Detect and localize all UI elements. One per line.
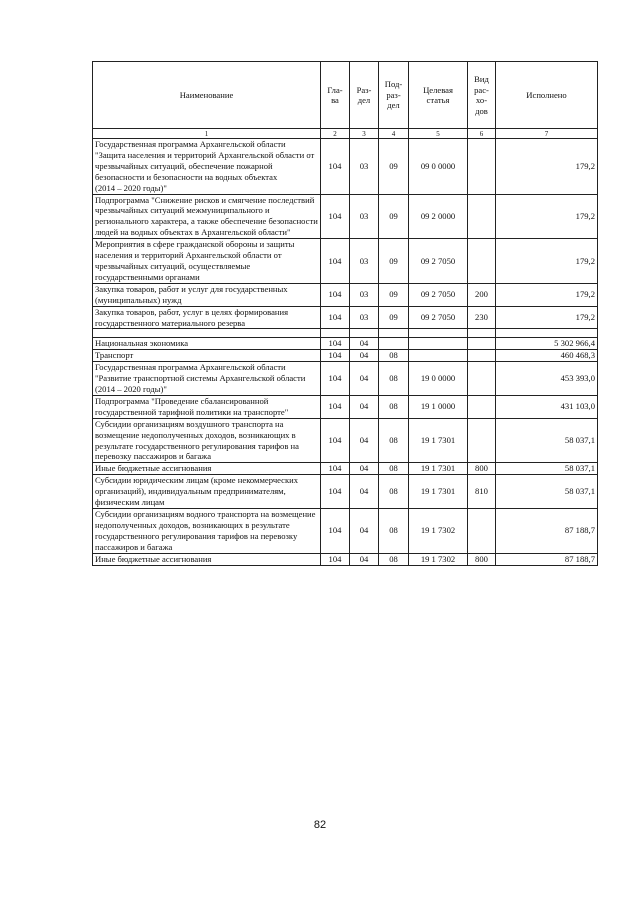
row-razdel: 03 [350, 194, 379, 239]
row-vid: 800 [468, 463, 496, 475]
row-target: 19 1 7302 [409, 553, 468, 565]
row-razdel: 04 [350, 338, 379, 350]
row-target [409, 338, 468, 350]
table-row [93, 362, 598, 396]
row-vid [468, 329, 496, 338]
row-glava: 104 [321, 338, 350, 350]
row-razdel: 04 [350, 362, 379, 396]
header-row [93, 62, 598, 129]
row-vid [468, 139, 496, 195]
row-done: 179,2 [496, 194, 598, 239]
row-done: 58 037,1 [496, 475, 598, 509]
column-number: 3 [350, 129, 379, 139]
table-row [93, 463, 598, 475]
row-podrazdel: 09 [379, 306, 409, 329]
table-row [93, 418, 598, 463]
row-glava: 104 [321, 463, 350, 475]
row-glava: 104 [321, 139, 350, 195]
row-vid [468, 350, 496, 362]
table-row [93, 475, 598, 509]
row-glava: 104 [321, 475, 350, 509]
table-row [93, 283, 598, 306]
table-row [93, 239, 598, 284]
row-done: 87 188,7 [496, 509, 598, 554]
row-done: 460 468,3 [496, 350, 598, 362]
table-row [93, 350, 598, 362]
row-glava: 104 [321, 350, 350, 362]
row-name: Закупка товаров, работ и услуг для государственных (муниципальных) нужд [93, 283, 321, 306]
row-target: 09 0 0000 [409, 139, 468, 195]
row-done: 179,2 [496, 139, 598, 195]
row-razdel: 03 [350, 283, 379, 306]
row-target: 19 1 7302 [409, 509, 468, 554]
row-vid: 200 [468, 283, 496, 306]
row-podrazdel: 09 [379, 239, 409, 284]
row-vid [468, 194, 496, 239]
row-glava: 104 [321, 283, 350, 306]
row-name: Транспорт [93, 350, 321, 362]
row-vid: 810 [468, 475, 496, 509]
column-number: 6 [468, 129, 496, 139]
row-vid [468, 509, 496, 554]
row-glava: 104 [321, 509, 350, 554]
row-done: 5 302 966,4 [496, 338, 598, 350]
row-vid [468, 362, 496, 396]
row-target [409, 350, 468, 362]
table-row [93, 139, 598, 195]
row-glava: 104 [321, 239, 350, 284]
row-podrazdel: 08 [379, 475, 409, 509]
row-vid [468, 239, 496, 284]
row-target [409, 329, 468, 338]
row-target: 09 2 7050 [409, 239, 468, 284]
row-done: 58 037,1 [496, 463, 598, 475]
row-name: Субсидии организациям водного транспорта на возмещение недополученных доходов, возникающих в результате государственного регулирования тарифов на перевозку пассажиров и багажа [93, 509, 321, 554]
row-vid: 230 [468, 306, 496, 329]
column-number-row [93, 129, 598, 139]
budget-table [92, 61, 598, 566]
row-razdel: 04 [350, 475, 379, 509]
row-podrazdel: 08 [379, 418, 409, 463]
table-row [93, 509, 598, 554]
row-done: 453 393,0 [496, 362, 598, 396]
row-name: Национальная экономика [93, 338, 321, 350]
column-number: 1 [93, 129, 321, 139]
row-podrazdel: 08 [379, 350, 409, 362]
row-glava: 104 [321, 362, 350, 396]
row-target: 19 1 7301 [409, 463, 468, 475]
row-vid [468, 338, 496, 350]
row-name: Государственная программа Архангельской области "Защита населения и территорий Архангельской области от чрезвычайных ситуаций, обеспечение пожарной безопасности и безопасности на водных объектах (2014 – 2020 годы)" [93, 139, 321, 195]
row-glava: 104 [321, 553, 350, 565]
row-name: Иные бюджетные ассигнования [93, 553, 321, 565]
row-razdel: 04 [350, 418, 379, 463]
row-podrazdel: 08 [379, 463, 409, 475]
header-name: Наименование [93, 62, 321, 129]
header-glava: Гла- ва [321, 62, 350, 129]
row-podrazdel: 08 [379, 509, 409, 554]
row-podrazdel: 08 [379, 395, 409, 418]
row-target: 19 0 0000 [409, 362, 468, 396]
row-glava: 104 [321, 306, 350, 329]
table-row [93, 194, 598, 239]
page-number: 82 [313, 819, 327, 831]
row-done [496, 329, 598, 338]
row-name: Подпрограмма "Проведение сбалансированной государственной тарифной политики на транспорте" [93, 395, 321, 418]
row-glava: 104 [321, 418, 350, 463]
row-podrazdel: 09 [379, 139, 409, 195]
row-glava: 104 [321, 395, 350, 418]
row-razdel [350, 329, 379, 338]
empty-row [93, 329, 598, 338]
row-target: 19 1 7301 [409, 475, 468, 509]
row-razdel: 03 [350, 239, 379, 284]
row-name: Иные бюджетные ассигнования [93, 463, 321, 475]
row-podrazdel [379, 338, 409, 350]
row-done: 431 103,0 [496, 395, 598, 418]
header-target: Целевая статья [409, 62, 468, 129]
row-vid [468, 418, 496, 463]
header-razdel: Раз- дел [350, 62, 379, 129]
header-podrazdel: Под- раз- дел [379, 62, 409, 129]
row-podrazdel: 09 [379, 194, 409, 239]
row-vid [468, 395, 496, 418]
column-number: 5 [409, 129, 468, 139]
row-razdel: 04 [350, 553, 379, 565]
row-podrazdel: 08 [379, 553, 409, 565]
row-name: Субсидии организациям воздушного транспорта на возмещение недополученных доходов, возникающих в результате государственного регулирования тарифов на перевозку пассажиров и багажа [93, 418, 321, 463]
row-done: 58 037,1 [496, 418, 598, 463]
table-body [93, 139, 598, 566]
table-row [93, 395, 598, 418]
table-row [93, 306, 598, 329]
row-done: 179,2 [496, 306, 598, 329]
row-razdel: 03 [350, 139, 379, 195]
row-name: Мероприятия в сфере гражданской обороны и защиты населения и территорий Архангельской области от чрезвычайных ситуаций, осуществляемые государственными органами [93, 239, 321, 284]
row-razdel: 04 [350, 463, 379, 475]
row-name: Подпрограмма "Снижение рисков и смягчение последствий чрезвычайных ситуаций межмуниципального и регионального характера, а также обеспечение безопасности людей на водных объектах в Архангельской области" [93, 194, 321, 239]
row-podrazdel [379, 329, 409, 338]
header-vid: Вид рас- хо- дов [468, 62, 496, 129]
column-number: 7 [496, 129, 598, 139]
row-razdel: 04 [350, 350, 379, 362]
row-target: 09 2 7050 [409, 283, 468, 306]
row-done: 179,2 [496, 283, 598, 306]
row-glava [321, 329, 350, 338]
column-number: 4 [379, 129, 409, 139]
row-name: Закупка товаров, работ, услуг в целях формирования государственного материального резерва [93, 306, 321, 329]
row-glava: 104 [321, 194, 350, 239]
row-done: 179,2 [496, 239, 598, 284]
row-name: Субсидии юридическим лицам (кроме некоммерческих организаций), индивидуальным предпринимателям, физическим лицам [93, 475, 321, 509]
header-done: Исполнено [496, 62, 598, 129]
row-done: 87 188,7 [496, 553, 598, 565]
column-number: 2 [321, 129, 350, 139]
row-podrazdel: 08 [379, 362, 409, 396]
row-razdel: 03 [350, 306, 379, 329]
row-razdel: 04 [350, 509, 379, 554]
row-target: 19 1 7301 [409, 418, 468, 463]
row-name: Государственная программа Архангельской области "Развитие транспортной системы Архангельской области (2014 – 2020 годы)" [93, 362, 321, 396]
row-razdel: 04 [350, 395, 379, 418]
row-target: 09 2 0000 [409, 194, 468, 239]
table-row [93, 338, 598, 350]
row-target: 09 2 7050 [409, 306, 468, 329]
table-row [93, 553, 598, 565]
row-vid: 800 [468, 553, 496, 565]
row-name [93, 329, 321, 338]
row-target: 19 1 0000 [409, 395, 468, 418]
row-podrazdel: 09 [379, 283, 409, 306]
